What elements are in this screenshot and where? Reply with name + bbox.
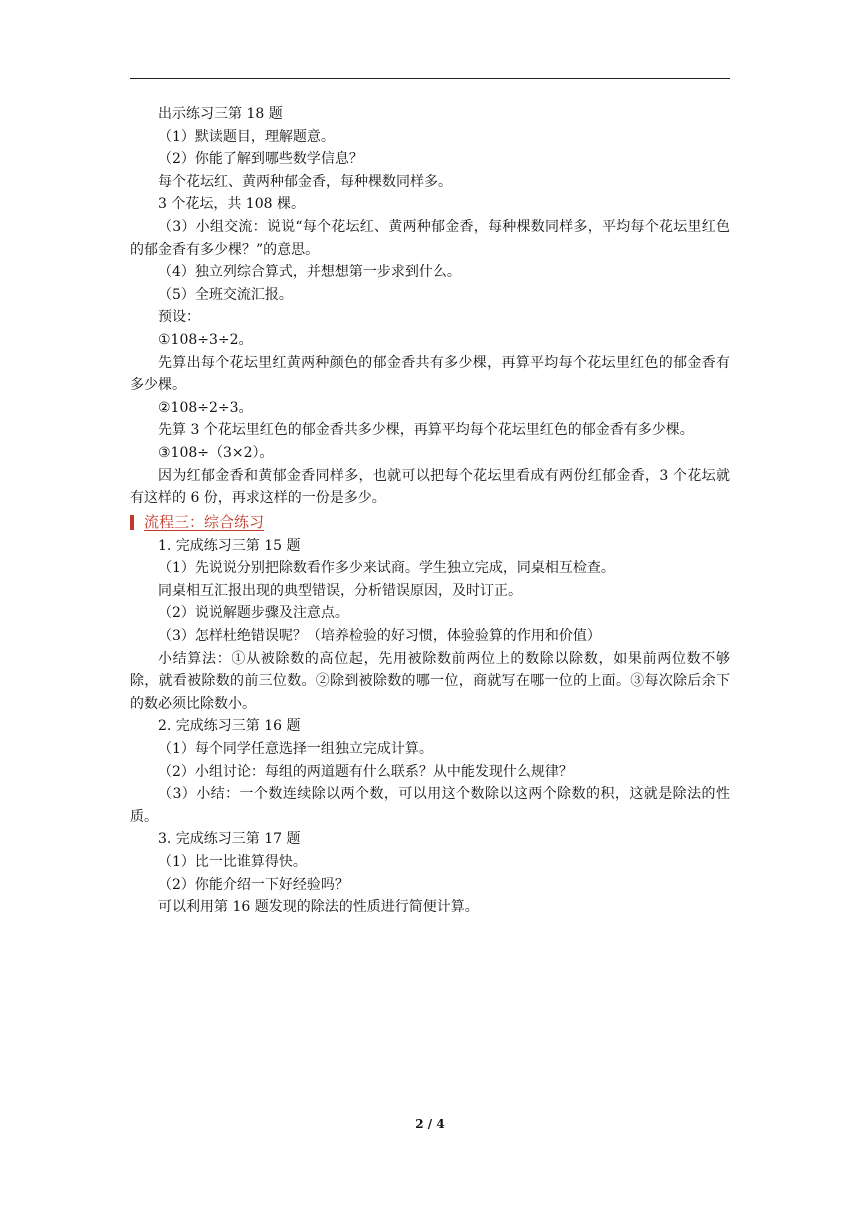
paragraph: 因为红郁金香和黄郁金香同样多，也就可以把每个花坛里看成有两份红郁金香，3 个花坛就有这样的 6 份，再求这样的一份是多少。: [130, 467, 730, 507]
paragraph: 先算 3 个花坛里红色的郁金香共多少棵，再算平均每个花坛里红色的郁金香有多少棵。: [158, 422, 694, 439]
paragraph: （1）先说说分别把除数看作多少来试商。学生独立完成，同桌相互检查。: [158, 560, 615, 577]
paragraph: （3）小结：一个数连续除以两个数，可以用这个数除以这两个除数的积，这就是除法的性质。: [130, 786, 730, 825]
paragraph: （4）独立列综合算式，并想想第一步求到什么。: [158, 264, 461, 281]
paragraph: 先算出每个花坛里红黄两种颜色的郁金香共有多少棵，再算平均每个花坛里红色的郁金香有多少棵。: [130, 354, 730, 394]
paragraph: 3. 完成练习三第 17 题: [158, 831, 301, 848]
paragraph: （3）怎样杜绝错误呢？（培养检验的好习惯，体验验算的作用和价值）: [158, 628, 601, 645]
section-heading-text: 流程三：综合练习: [144, 513, 265, 532]
paragraph: ①108÷3÷2。: [158, 331, 253, 348]
paragraph: （1）比一比谁算得快。: [158, 854, 307, 870]
paragraph: 2. 完成练习三第 16 题: [158, 718, 301, 735]
paragraph: ②108÷2÷3。: [158, 399, 253, 416]
paragraph: ③108÷（3×2）。: [158, 444, 274, 461]
paragraph: 3 个花坛，共 108 棵。: [158, 196, 305, 213]
page-number: 2 / 4: [415, 1117, 445, 1131]
paragraph: （2）你能了解到哪些数学信息？: [158, 151, 363, 168]
paragraph: （5）全班交流汇报。: [158, 286, 293, 303]
paragraph: 每个花坛红、黄两种郁金香，每种棵数同样多。: [158, 173, 452, 190]
paragraph: 可以利用第 16 题发现的除法的性质进行简便计算。: [158, 899, 479, 916]
paragraph: （2）说说解题步骤及注意点。: [158, 605, 349, 622]
section-heading: [130, 512, 730, 534]
paragraph: 出示练习三第 18 题: [158, 106, 283, 122]
section-marker-bar: [130, 515, 134, 530]
header-rule: [130, 78, 730, 79]
paragraph: 同桌相互汇报出现的典型错误，分析错误原因，及时订正。: [158, 582, 522, 599]
paragraph: （2）小组讨论：每组的两道题有什么联系？从中能发现什么规律？: [158, 763, 573, 780]
paragraph: （2）你能介绍一下好经验吗？: [158, 876, 349, 893]
document-body: [130, 103, 730, 919]
paragraph: （1）每个同学任意选择一组独立完成计算。: [158, 741, 433, 758]
paragraph: 预设：: [158, 309, 200, 326]
paragraph: 小结算法：①从被除数的高位起，先用被除数前两位上的数除以除数，如果前两位数不够除，就看被除数的前三位数。②除到被除数的哪一位，商就写在哪一位的上面。③每次除后余下的数必须比除数小。: [130, 650, 730, 712]
paragraph: （1）默读题目，理解题意。: [158, 128, 335, 145]
paragraph: 1. 完成练习三第 15 题: [158, 537, 301, 554]
paragraph: （3）小组交流：说说“每个花坛红、黄两种郁金香，每种棵数同样多，平均每个花坛里红色的郁金香有多少棵？”的意思。: [130, 218, 730, 258]
